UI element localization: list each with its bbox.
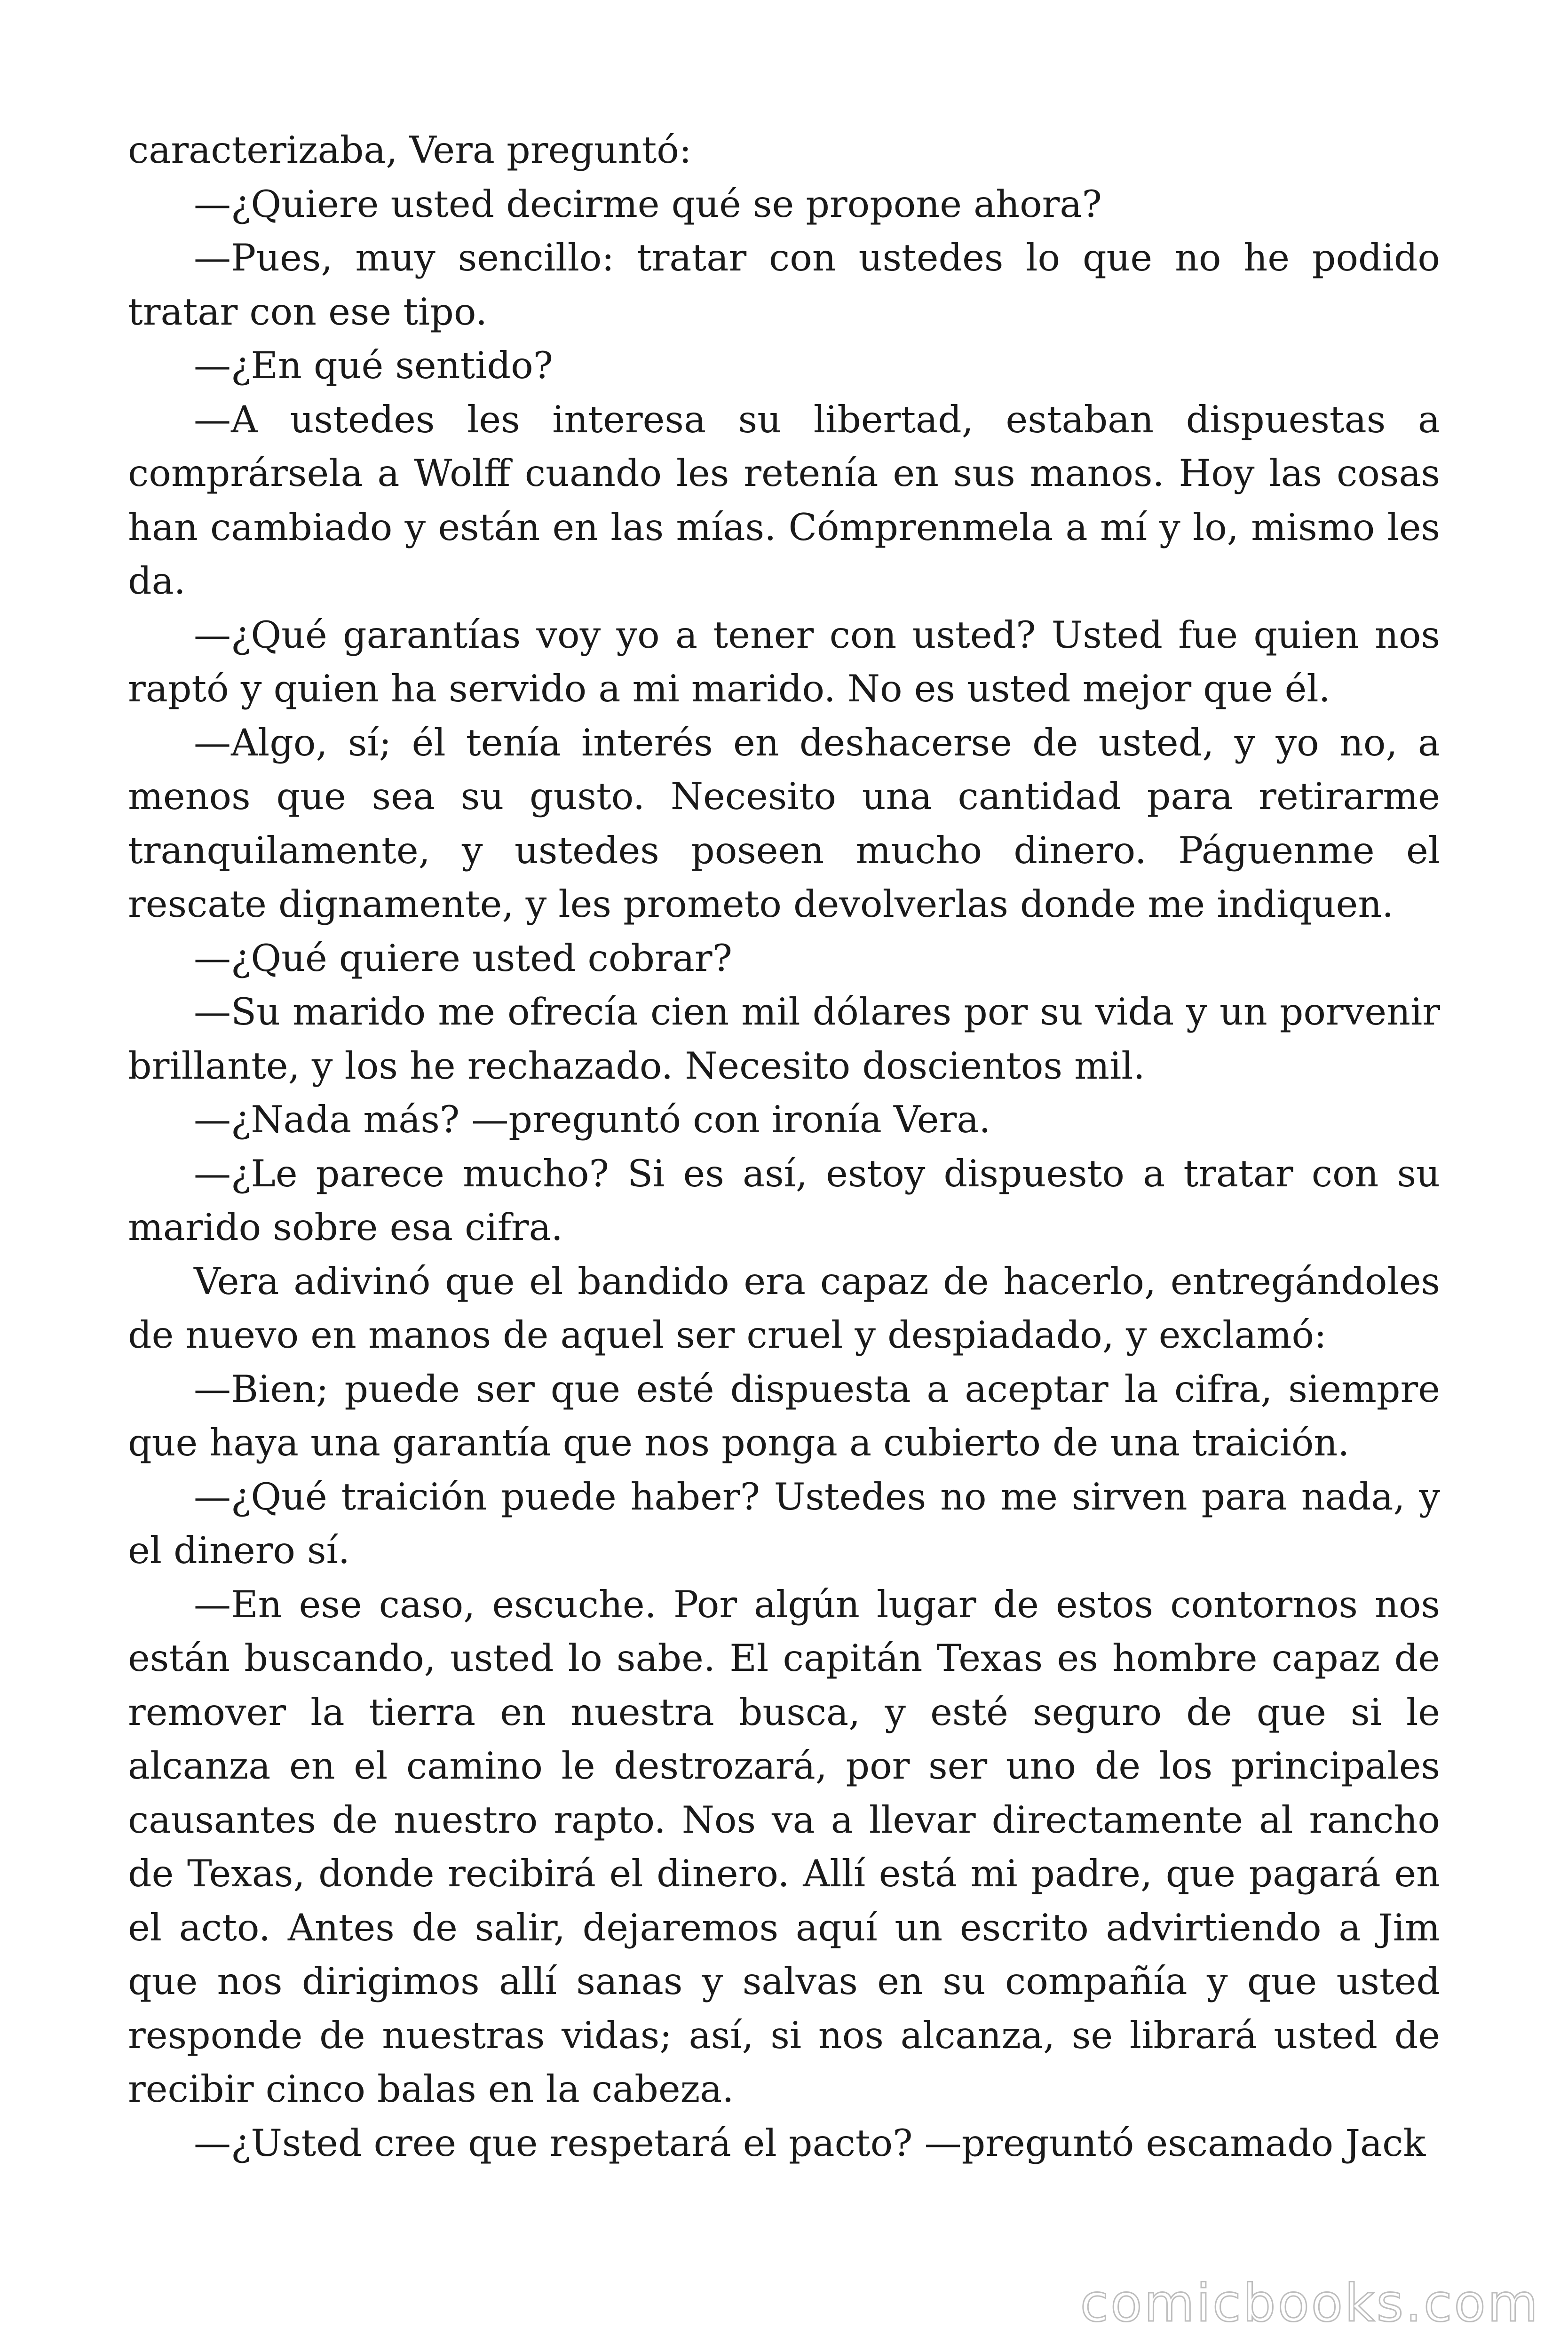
paragraph: —¿Quiere usted decirme qué se propone ahora? xyxy=(194,182,1102,226)
paragraph: —¿Le parece mucho? Si es así, estoy dispuesto a tratar con su marido sobre esa cifra. xyxy=(128,1152,1440,1249)
paragraph: —En ese caso, escuche. Por algún lugar de estos contornos nos están buscando, usted lo sabe. El capitán Texas es hombre capaz de remover la tierra en nuestra busca, y esté seguro de que si le alcanza en el camino le destrozará, por ser uno de los principales causantes de nuestro rapto. Nos va a llevar directamente al rancho de Texas, donde recibirá el dinero. Allí está mi padre, que pagará en el acto. Antes de salir, dejaremos aquí un escrito advirtiendo a Jim que nos dirigimos allí sanas y salvas en su compañía y que usted responde de nuestras vidas; así, si nos alcanza, se librará usted de recibir cinco balas en la cabeza. xyxy=(128,1582,1440,2111)
paragraph: —¿Qué quiere usted cobrar? xyxy=(194,936,732,980)
paragraph: —Algo, sí; él tenía interés en deshacerse de usted, y yo no, a menos que sea su gusto. Necesito una cantidad para retirarme tranquilamente, y ustedes poseen mucho dinero. Páguenme el rescate dignamente, y les prometo devolverlas donde me indiquen. xyxy=(128,721,1440,926)
page-body xyxy=(128,123,1440,2170)
paragraph: —Pues, muy sencillo: tratar con ustedes lo que no he podido tratar con ese tipo. xyxy=(128,236,1440,334)
paragraph: —¿En qué sentido? xyxy=(194,344,554,387)
paragraph: —¿Qué garantías voy yo a tener con usted? Usted fue quien nos raptó y quien ha servido a mi marido. No es usted mejor que él. xyxy=(128,613,1440,710)
paragraph: Vera adivinó que el bandido era capaz de hacerlo, entregándoles de nuevo en manos de aquel ser cruel y despiadado, y exclamó: xyxy=(128,1259,1440,1357)
paragraph: —¿Qué traición puede haber? Ustedes no me sirven para nada, y el dinero sí. xyxy=(128,1475,1440,1572)
paragraph: —¿Nada más? —preguntó con ironía Vera. xyxy=(194,1098,991,1141)
paragraph: —¿Usted cree que respetará el pacto? —preguntó escamado Jack xyxy=(194,2121,1426,2165)
paragraph: —A ustedes les interesa su libertad, estaban dispuestas a comprársela a Wolff cuando les retenía en sus manos. Hoy las cosas han cambiado y están en las mías. Cómprenmela a mí y lo, mismo les da. xyxy=(128,397,1440,603)
paragraph: —Bien; puede ser que esté dispuesta a aceptar la cifra, siempre que haya una garantía que nos ponga a cubierto de una traición. xyxy=(128,1367,1440,1464)
paragraph: caracterizaba, Vera preguntó: xyxy=(128,128,692,172)
paragraph: —Su marido me ofrecía cien mil dólares por su vida y un porvenir brillante, y los he rechazado. Necesito doscientos mil. xyxy=(128,990,1440,1088)
watermark: comicbooks.com xyxy=(1080,2273,1540,2333)
